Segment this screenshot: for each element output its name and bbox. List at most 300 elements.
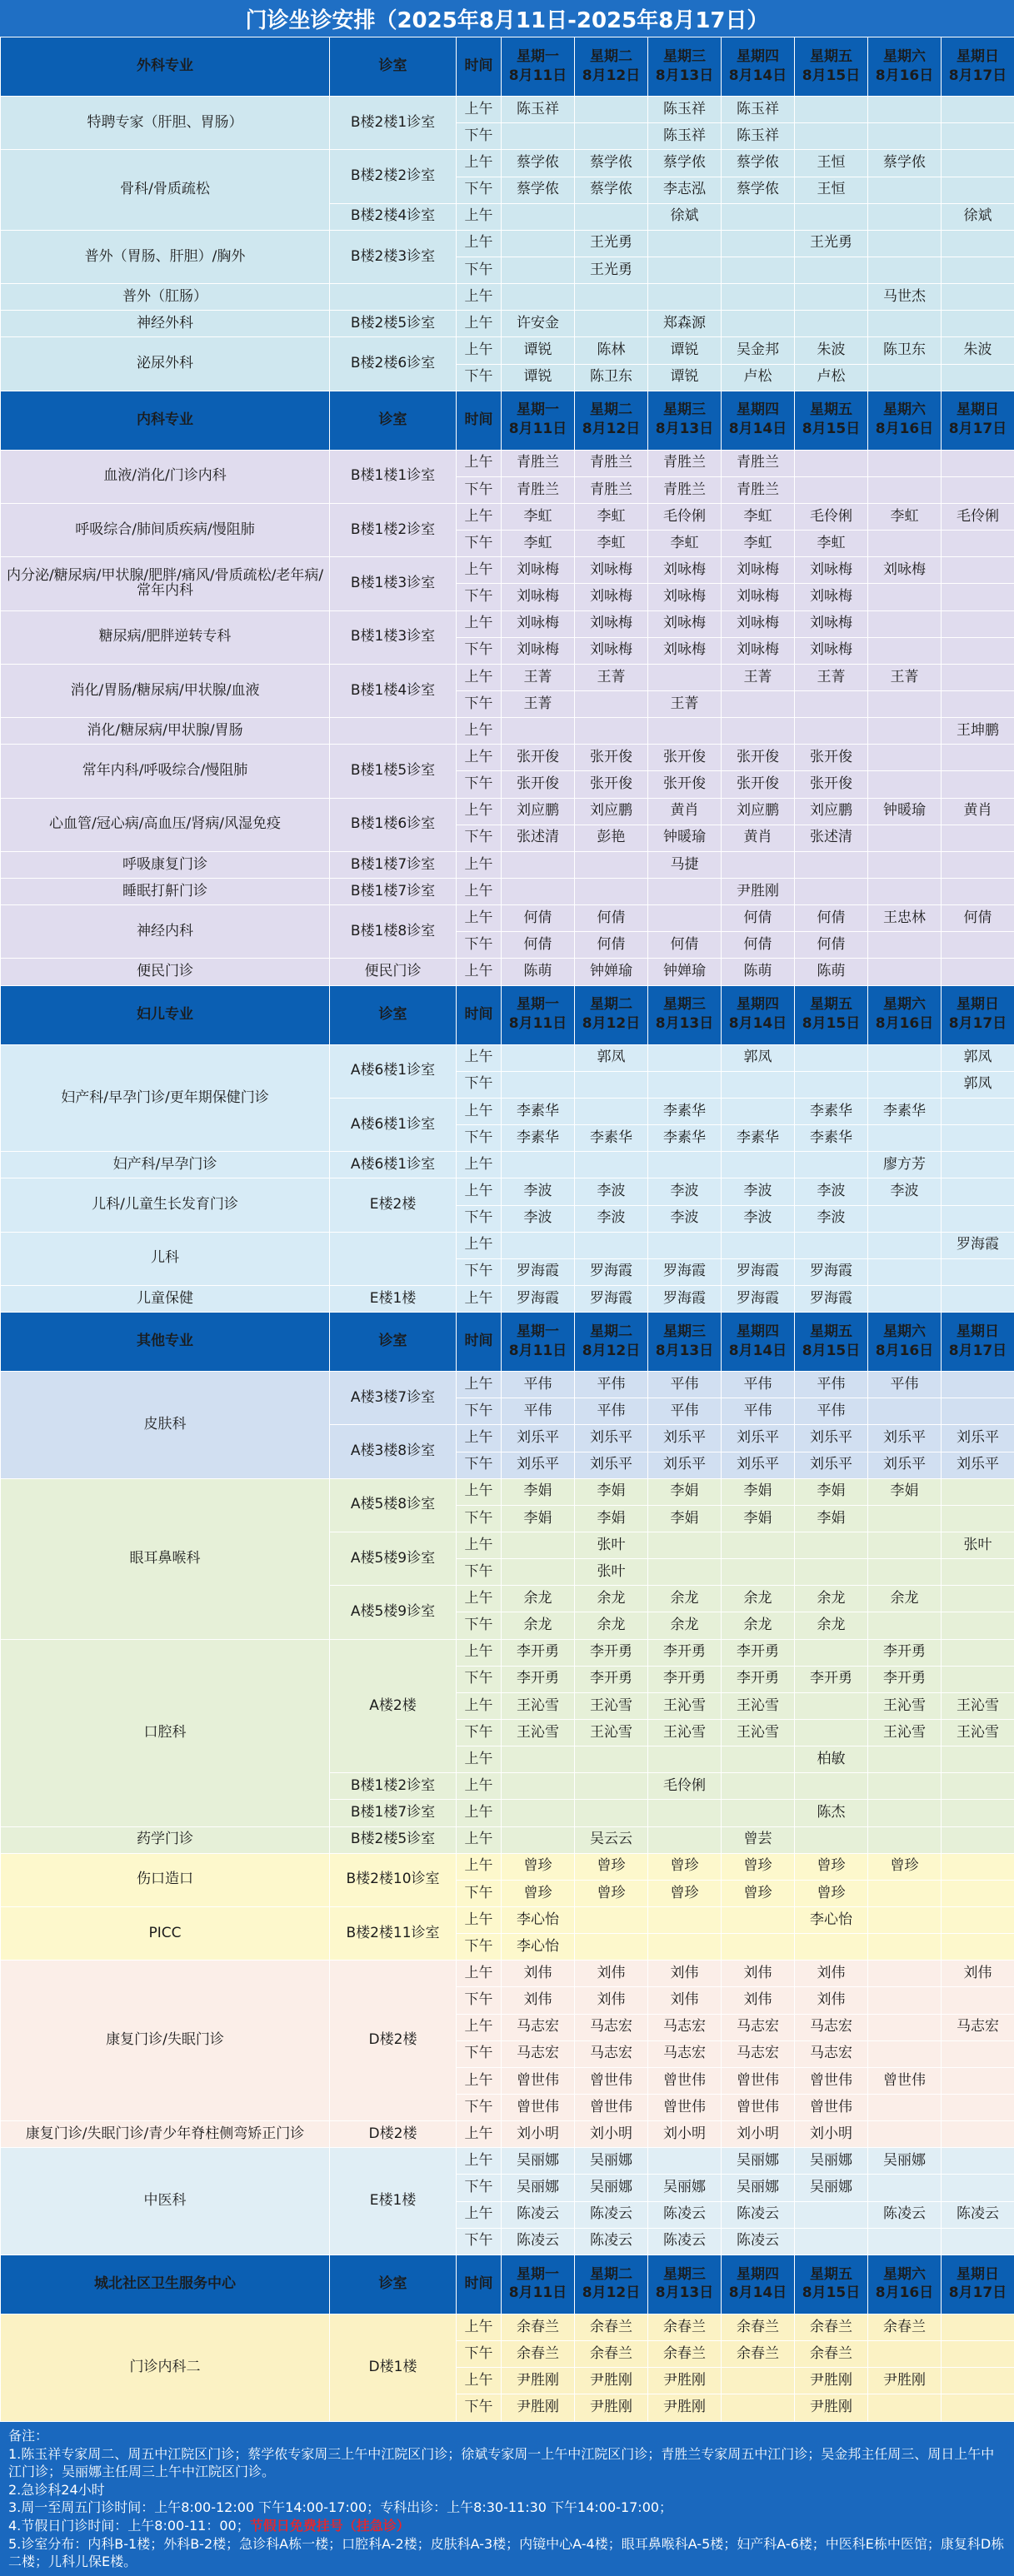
doctor-cell bbox=[722, 1559, 795, 1586]
doctor-cell bbox=[795, 1720, 868, 1746]
doctor-cell: 陈凌云 bbox=[575, 2201, 648, 2228]
schedule-row bbox=[1, 1285, 1014, 1312]
doctor-cell bbox=[795, 1773, 868, 1800]
department-name: 皮肤科 bbox=[1, 1372, 330, 1479]
session-label: 上午 bbox=[457, 664, 502, 690]
doctor-cell: 李波 bbox=[722, 1205, 795, 1232]
doctor-cell bbox=[575, 311, 648, 337]
session-label: 上午 bbox=[457, 1961, 502, 1987]
room-name: D楼2楼 bbox=[330, 2121, 457, 2148]
weekday-label: 星期一 bbox=[517, 996, 559, 1014]
room-name: D楼1楼 bbox=[330, 2314, 457, 2421]
doctor-cell bbox=[942, 745, 1014, 771]
time-header: 时间 bbox=[457, 391, 502, 450]
doctor-cell: 陈凌云 bbox=[722, 2201, 795, 2228]
doctor-cell bbox=[942, 531, 1014, 557]
doctor-cell: 刘小明 bbox=[502, 2121, 575, 2148]
doctor-cell: 尹胜刚 bbox=[575, 2368, 648, 2394]
doctor-cell: 青胜兰 bbox=[648, 450, 722, 476]
day-header bbox=[648, 1313, 722, 1372]
doctor-cell: 黄肖 bbox=[722, 825, 795, 851]
doctor-cell: 陈萌 bbox=[795, 959, 868, 985]
doctor-cell bbox=[722, 230, 795, 257]
doctor-cell bbox=[868, 1987, 942, 2014]
doctor-cell: 蔡学侬 bbox=[722, 177, 795, 203]
session-label: 下午 bbox=[457, 1612, 502, 1639]
doctor-cell bbox=[942, 2121, 1014, 2148]
department-name: 睡眠打鼾门诊 bbox=[1, 879, 330, 905]
doctor-cell: 李娟 bbox=[502, 1505, 575, 1532]
doctor-cell bbox=[648, 2148, 722, 2175]
doctor-cell: 李娟 bbox=[795, 1478, 868, 1505]
doctor-cell bbox=[502, 1773, 575, 1800]
date-label: 8月13日 bbox=[655, 1342, 714, 1359]
room-name: B楼1楼2诊室 bbox=[330, 1773, 457, 1800]
doctor-cell: 谭锐 bbox=[502, 337, 575, 364]
date-label: 8月17日 bbox=[948, 1015, 1007, 1033]
date-label: 8月15日 bbox=[802, 1015, 861, 1033]
doctor-cell: 马志宏 bbox=[942, 2014, 1014, 2040]
room-name: A楼3楼8诊室 bbox=[330, 1425, 457, 1478]
schedule-row bbox=[1, 557, 1014, 584]
doctor-cell bbox=[575, 1800, 648, 1826]
doctor-cell bbox=[722, 1532, 795, 1559]
day-header bbox=[575, 985, 648, 1044]
doctor-cell bbox=[868, 97, 942, 123]
date-label: 8月17日 bbox=[948, 67, 1007, 84]
doctor-cell bbox=[942, 450, 1014, 476]
doctor-cell bbox=[942, 1773, 1014, 1800]
schedule-row bbox=[1, 879, 1014, 905]
section-title: 外科专业 bbox=[1, 37, 330, 97]
doctor-cell bbox=[795, 1232, 868, 1258]
doctor-cell: 曾世伟 bbox=[575, 2095, 648, 2121]
doctor-cell: 王光勇 bbox=[795, 230, 868, 257]
doctor-cell: 曾珍 bbox=[722, 1853, 795, 1880]
doctor-cell: 陈杰 bbox=[795, 1800, 868, 1826]
session-label: 下午 bbox=[457, 1125, 502, 1152]
session-label: 上午 bbox=[457, 1478, 502, 1505]
doctor-cell bbox=[942, 557, 1014, 584]
note-line-1: 1.陈玉祥专家周二、周五中江院区门诊；蔡学侬专家周三上午中江院区门诊；徐斌专家周一上午中江院区门诊；青胜兰专家周五中江门诊；吴金邦主任周三、周日上午中江门诊；吴丽娜主任周三上午中江院区门诊。 bbox=[8, 2445, 995, 2480]
doctor-cell bbox=[942, 257, 1014, 283]
doctor-cell bbox=[942, 177, 1014, 203]
room-name: A楼6楼1诊室 bbox=[330, 1044, 457, 1098]
doctor-cell: 谭锐 bbox=[648, 364, 722, 391]
doctor-cell: 曾珍 bbox=[648, 1880, 722, 1906]
doctor-cell bbox=[868, 2341, 942, 2368]
doctor-cell: 陈玉祥 bbox=[648, 97, 722, 123]
session-label: 上午 bbox=[457, 2067, 502, 2094]
doctor-cell: 廖方芳 bbox=[868, 1152, 942, 1178]
doctor-cell bbox=[942, 230, 1014, 257]
doctor-cell: 刘乐平 bbox=[502, 1425, 575, 1452]
doctor-cell: 马志宏 bbox=[575, 2014, 648, 2040]
section-title: 内科专业 bbox=[1, 391, 330, 450]
date-label: 8月15日 bbox=[802, 67, 861, 84]
doctor-cell: 刘伟 bbox=[795, 1987, 868, 2014]
session-label: 上午 bbox=[457, 905, 502, 932]
doctor-cell bbox=[868, 2095, 942, 2121]
doctor-cell: 余龙 bbox=[502, 1612, 575, 1639]
doctor-cell: 余龙 bbox=[868, 1586, 942, 1612]
section-title: 城北社区卫生服务中心 bbox=[1, 2255, 330, 2314]
date-label: 8月16日 bbox=[875, 1015, 934, 1033]
doctor-cell bbox=[648, 1559, 722, 1586]
doctor-cell: 李虹 bbox=[868, 504, 942, 531]
doctor-cell: 李素华 bbox=[575, 1125, 648, 1152]
date-label: 8月16日 bbox=[875, 67, 934, 84]
date-label: 8月12日 bbox=[582, 1342, 641, 1359]
doctor-cell: 张开俊 bbox=[575, 771, 648, 798]
doctor-cell bbox=[575, 1098, 648, 1124]
doctor-cell: 余春兰 bbox=[502, 2341, 575, 2368]
doctor-cell bbox=[942, 123, 1014, 150]
doctor-cell bbox=[648, 1826, 722, 1853]
schedule-row bbox=[1, 311, 1014, 337]
room-header: 诊室 bbox=[330, 391, 457, 450]
date-label: 8月13日 bbox=[655, 67, 714, 84]
doctor-cell bbox=[502, 1152, 575, 1178]
doctor-cell bbox=[868, 203, 942, 230]
session-label: 上午 bbox=[457, 959, 502, 985]
doctor-cell: 曾珍 bbox=[868, 1853, 942, 1880]
doctor-cell bbox=[575, 123, 648, 150]
room-header: 诊室 bbox=[330, 1313, 457, 1372]
doctor-cell bbox=[868, 1044, 942, 1071]
doctor-cell bbox=[942, 584, 1014, 610]
doctor-cell bbox=[942, 637, 1014, 664]
doctor-cell: 王沁雪 bbox=[575, 1692, 648, 1719]
date-label: 8月17日 bbox=[948, 2285, 1007, 2302]
doctor-cell: 青胜兰 bbox=[722, 476, 795, 503]
department-name: 康复门诊/失眠门诊 bbox=[1, 1961, 330, 2121]
date-label: 8月14日 bbox=[728, 1342, 787, 1359]
doctor-cell bbox=[868, 1532, 942, 1559]
weekday-label: 星期五 bbox=[810, 1323, 852, 1340]
weekday-label: 星期四 bbox=[737, 996, 779, 1014]
doctor-cell: 王沁雪 bbox=[575, 1720, 648, 1746]
doctor-cell: 张述清 bbox=[795, 825, 868, 851]
doctor-cell: 毛伶俐 bbox=[648, 504, 722, 531]
session-label: 下午 bbox=[457, 1666, 502, 1692]
doctor-cell: 陈凌云 bbox=[502, 2228, 575, 2255]
doctor-cell bbox=[942, 2394, 1014, 2422]
doctor-cell: 李波 bbox=[795, 1178, 868, 1205]
weekday-label: 星期日 bbox=[957, 996, 999, 1014]
weekday-label: 星期日 bbox=[957, 1323, 999, 1340]
schedule-row bbox=[1, 664, 1014, 690]
doctor-cell: 刘乐平 bbox=[722, 1452, 795, 1478]
doctor-cell: 蔡学侬 bbox=[502, 150, 575, 177]
session-label: 上午 bbox=[457, 1586, 502, 1612]
session-label: 上午 bbox=[457, 1800, 502, 1826]
schedule-row bbox=[1, 905, 1014, 932]
doctor-cell bbox=[795, 1639, 868, 1666]
doctor-cell: 张开俊 bbox=[722, 771, 795, 798]
doctor-cell bbox=[722, 2394, 795, 2422]
doctor-cell: 平伟 bbox=[502, 1398, 575, 1425]
doctor-cell bbox=[575, 691, 648, 718]
department-name: 泌尿外科 bbox=[1, 337, 330, 391]
day-header bbox=[575, 1313, 648, 1372]
weekday-label: 星期一 bbox=[517, 1323, 559, 1340]
session-label: 下午 bbox=[457, 825, 502, 851]
doctor-cell bbox=[868, 123, 942, 150]
doctor-cell: 李心怡 bbox=[502, 1907, 575, 1934]
session-label: 上午 bbox=[457, 1044, 502, 1071]
doctor-cell bbox=[722, 1746, 795, 1773]
doctor-cell: 吴丽娜 bbox=[648, 2175, 722, 2201]
schedule-row bbox=[1, 798, 1014, 825]
doctor-cell: 曾世伟 bbox=[868, 2067, 942, 2094]
doctor-cell: 马志宏 bbox=[722, 2014, 795, 2040]
weekday-label: 星期一 bbox=[517, 47, 559, 65]
doctor-cell: 余龙 bbox=[795, 1586, 868, 1612]
room-name: A楼3楼7诊室 bbox=[330, 1372, 457, 1425]
session-label: 上午 bbox=[457, 2201, 502, 2228]
doctor-cell: 蔡学侬 bbox=[575, 177, 648, 203]
doctor-cell: 陈卫东 bbox=[575, 364, 648, 391]
doctor-cell: 平伟 bbox=[648, 1372, 722, 1398]
date-label: 8月12日 bbox=[582, 421, 641, 438]
weekday-label: 星期一 bbox=[517, 401, 559, 419]
doctor-cell bbox=[868, 230, 942, 257]
schedule-row bbox=[1, 450, 1014, 476]
doctor-cell: 刘咏梅 bbox=[575, 610, 648, 637]
doctor-cell: 陈凌云 bbox=[722, 2228, 795, 2255]
doctor-cell: 刘乐平 bbox=[868, 1425, 942, 1452]
doctor-cell: 刘应鹏 bbox=[502, 798, 575, 825]
section-header-row bbox=[1, 985, 1014, 1044]
doctor-cell: 王沁雪 bbox=[722, 1720, 795, 1746]
department-name: 中医科 bbox=[1, 2148, 330, 2255]
doctor-cell bbox=[942, 1398, 1014, 1425]
doctor-cell: 李波 bbox=[648, 1205, 722, 1232]
doctor-cell: 李开勇 bbox=[575, 1666, 648, 1692]
doctor-cell: 余龙 bbox=[648, 1586, 722, 1612]
doctor-cell: 张开俊 bbox=[795, 771, 868, 798]
day-header bbox=[648, 985, 722, 1044]
session-label: 上午 bbox=[457, 610, 502, 637]
doctor-cell: 刘咏梅 bbox=[502, 584, 575, 610]
session-label: 上午 bbox=[457, 1532, 502, 1559]
doctor-cell: 罗海霞 bbox=[575, 1258, 648, 1285]
doctor-cell: 黄肖 bbox=[648, 798, 722, 825]
doctor-cell: 李素华 bbox=[795, 1125, 868, 1152]
doctor-cell bbox=[942, 691, 1014, 718]
doctor-cell bbox=[942, 1907, 1014, 1934]
session-label: 下午 bbox=[457, 2341, 502, 2368]
doctor-cell: 刘咏梅 bbox=[575, 557, 648, 584]
room-name bbox=[330, 284, 457, 311]
session-label: 上午 bbox=[457, 1178, 502, 1205]
doctor-cell: 吴丽娜 bbox=[502, 2175, 575, 2201]
doctor-cell bbox=[942, 1800, 1014, 1826]
doctor-cell bbox=[868, 2121, 942, 2148]
doctor-cell: 平伟 bbox=[722, 1398, 795, 1425]
note-line-4-text: 4.节假日门诊时间：上午8:00-11：00； bbox=[8, 2517, 250, 2534]
doctor-cell bbox=[502, 230, 575, 257]
doctor-cell: 李开勇 bbox=[868, 1639, 942, 1666]
doctor-cell bbox=[942, 851, 1014, 878]
department-name: 儿科/儿童生长发育门诊 bbox=[1, 1178, 330, 1232]
doctor-cell bbox=[868, 2175, 942, 2201]
doctor-cell bbox=[795, 476, 868, 503]
department-name: 药学门诊 bbox=[1, 1826, 330, 1853]
room-name: B楼1楼3诊室 bbox=[330, 557, 457, 610]
doctor-cell: 张叶 bbox=[575, 1559, 648, 1586]
doctor-cell: 曾珍 bbox=[795, 1880, 868, 1906]
weekday-label: 星期五 bbox=[810, 996, 852, 1014]
doctor-cell: 刘咏梅 bbox=[795, 610, 868, 637]
doctor-cell: 陈玉祥 bbox=[722, 123, 795, 150]
doctor-cell: 蔡学侬 bbox=[575, 150, 648, 177]
doctor-cell: 刘乐平 bbox=[575, 1425, 648, 1452]
doctor-cell bbox=[868, 1398, 942, 1425]
doctor-cell bbox=[795, 311, 868, 337]
doctor-cell: 王菁 bbox=[502, 664, 575, 690]
doctor-cell bbox=[575, 1934, 648, 1961]
schedule-row bbox=[1, 504, 1014, 531]
date-label: 8月12日 bbox=[582, 1015, 641, 1033]
doctor-cell bbox=[868, 257, 942, 283]
doctor-cell bbox=[575, 1773, 648, 1800]
department-name: 普外（肛肠） bbox=[1, 284, 330, 311]
weekday-label: 星期六 bbox=[883, 401, 926, 419]
doctor-cell: 马捷 bbox=[648, 851, 722, 878]
doctor-cell bbox=[722, 203, 795, 230]
doctor-cell: 蔡学侬 bbox=[722, 150, 795, 177]
session-label: 下午 bbox=[457, 531, 502, 557]
department-name: 神经外科 bbox=[1, 311, 330, 337]
doctor-cell: 余春兰 bbox=[648, 2341, 722, 2368]
doctor-cell: 何倩 bbox=[502, 932, 575, 959]
doctor-cell: 吴丽娜 bbox=[722, 2148, 795, 2175]
doctor-cell bbox=[502, 1746, 575, 1773]
doctor-cell: 李开勇 bbox=[868, 1666, 942, 1692]
doctor-cell bbox=[868, 2014, 942, 2040]
doctor-cell bbox=[868, 691, 942, 718]
day-header bbox=[502, 2255, 575, 2314]
doctor-cell: 刘应鹏 bbox=[722, 798, 795, 825]
session-label: 上午 bbox=[457, 1285, 502, 1312]
doctor-cell bbox=[502, 257, 575, 283]
session-label: 上午 bbox=[457, 2368, 502, 2394]
doctor-cell: 马志宏 bbox=[795, 2014, 868, 2040]
doctor-cell: 余龙 bbox=[722, 1612, 795, 1639]
weekday-label: 星期六 bbox=[883, 2265, 926, 2283]
schedule-row bbox=[1, 2121, 1014, 2148]
doctor-cell bbox=[942, 2314, 1014, 2340]
doctor-cell: 曾世伟 bbox=[722, 2095, 795, 2121]
room-name: B楼2楼5诊室 bbox=[330, 311, 457, 337]
schedule-row bbox=[1, 718, 1014, 745]
session-label: 上午 bbox=[457, 557, 502, 584]
doctor-cell: 青胜兰 bbox=[722, 450, 795, 476]
doctor-cell: 余龙 bbox=[722, 1586, 795, 1612]
doctor-cell bbox=[942, 1826, 1014, 1853]
doctor-cell: 尹胜刚 bbox=[502, 2394, 575, 2422]
doctor-cell: 马世杰 bbox=[868, 284, 942, 311]
day-header bbox=[575, 2255, 648, 2314]
doctor-cell: 吴丽娜 bbox=[795, 2148, 868, 2175]
session-label: 上午 bbox=[457, 1098, 502, 1124]
doctor-cell bbox=[722, 1071, 795, 1098]
room-header: 诊室 bbox=[330, 2255, 457, 2314]
doctor-cell bbox=[722, 1800, 795, 1826]
doctor-cell: 罗海霞 bbox=[648, 1258, 722, 1285]
doctor-cell: 郑森源 bbox=[648, 311, 722, 337]
doctor-cell bbox=[868, 610, 942, 637]
doctor-cell: 李素华 bbox=[722, 1125, 795, 1152]
doctor-cell: 罗海霞 bbox=[575, 1285, 648, 1312]
date-label: 8月11日 bbox=[508, 421, 567, 438]
doctor-cell: 余春兰 bbox=[722, 2314, 795, 2340]
doctor-cell: 陈卫东 bbox=[868, 337, 942, 364]
doctor-cell: 罗海霞 bbox=[502, 1258, 575, 1285]
doctor-cell: 钟婵瑜 bbox=[575, 959, 648, 985]
doctor-cell: 刘乐平 bbox=[942, 1452, 1014, 1478]
doctor-cell bbox=[942, 825, 1014, 851]
date-label: 8月13日 bbox=[655, 2285, 714, 2302]
weekday-label: 星期五 bbox=[810, 47, 852, 65]
doctor-cell: 平伟 bbox=[502, 1372, 575, 1398]
schedule-row bbox=[1, 2148, 1014, 2175]
doctor-cell: 平伟 bbox=[795, 1398, 868, 1425]
doctor-cell bbox=[868, 718, 942, 745]
schedule-row bbox=[1, 1639, 1014, 1666]
department-name: 伤口造口 bbox=[1, 1853, 330, 1906]
doctor-cell: 李娟 bbox=[575, 1478, 648, 1505]
date-label: 8月13日 bbox=[655, 421, 714, 438]
schedule-row bbox=[1, 2314, 1014, 2340]
doctor-cell bbox=[575, 1907, 648, 1934]
doctor-cell: 朱波 bbox=[942, 337, 1014, 364]
day-header bbox=[795, 2255, 868, 2314]
session-label: 上午 bbox=[457, 504, 502, 531]
doctor-cell: 青胜兰 bbox=[502, 450, 575, 476]
doctor-cell: 李开勇 bbox=[722, 1666, 795, 1692]
doctor-cell bbox=[502, 1800, 575, 1826]
doctor-cell bbox=[648, 664, 722, 690]
doctor-cell: 李波 bbox=[575, 1205, 648, 1232]
day-header bbox=[868, 391, 942, 450]
weekday-label: 星期三 bbox=[663, 401, 706, 419]
doctor-cell bbox=[795, 2201, 868, 2228]
doctor-cell bbox=[722, 851, 795, 878]
doctor-cell bbox=[942, 1880, 1014, 1906]
doctor-cell: 吴丽娜 bbox=[575, 2175, 648, 2201]
doctor-cell bbox=[502, 123, 575, 150]
doctor-cell: 李波 bbox=[795, 1205, 868, 1232]
doctor-cell: 刘伟 bbox=[795, 1961, 868, 1987]
doctor-cell: 王沁雪 bbox=[722, 1692, 795, 1719]
doctor-cell: 刘咏梅 bbox=[722, 557, 795, 584]
session-label: 上午 bbox=[457, 851, 502, 878]
weekday-label: 星期二 bbox=[590, 401, 632, 419]
doctor-cell: 刘伟 bbox=[502, 1987, 575, 2014]
doctor-cell bbox=[575, 1071, 648, 1098]
doctor-cell bbox=[868, 825, 942, 851]
doctor-cell bbox=[722, 691, 795, 718]
weekday-label: 星期六 bbox=[883, 1323, 926, 1340]
doctor-cell: 余春兰 bbox=[868, 2314, 942, 2340]
doctor-cell: 尹胜刚 bbox=[648, 2368, 722, 2394]
doctor-cell bbox=[722, 284, 795, 311]
department-name: 眼耳鼻喉科 bbox=[1, 1478, 330, 1639]
doctor-cell: 李开勇 bbox=[795, 1666, 868, 1692]
